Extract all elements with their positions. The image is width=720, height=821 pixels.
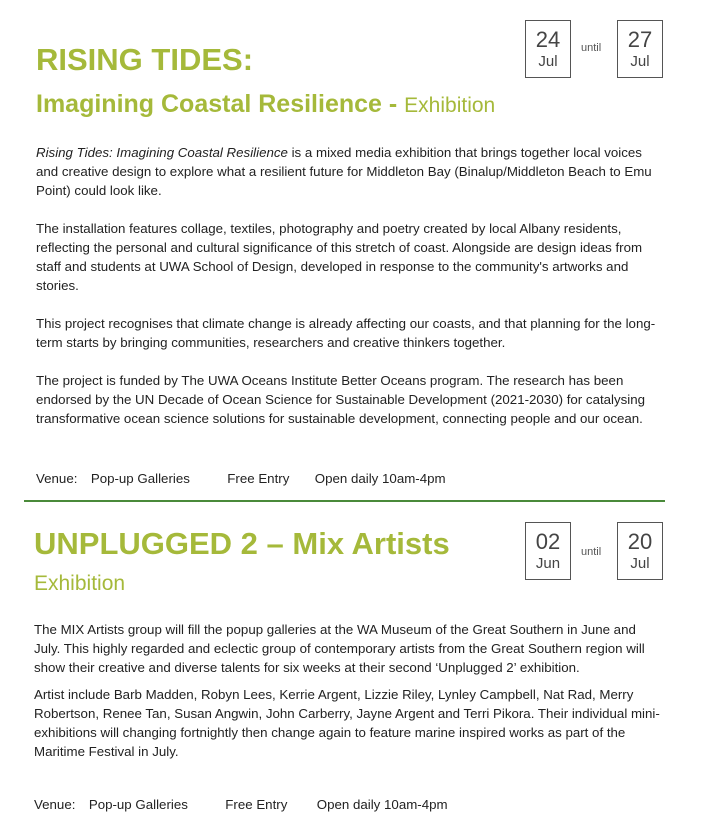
start-day: 02 — [535, 529, 561, 554]
opening-hours: Open daily 10am-4pm — [316, 797, 448, 812]
description-paragraph: This project recognises that climate change is already affecting our coasts, and that planning for the long-term starts by bringing communities, researchers and creative thinkers together. — [36, 316, 656, 350]
intro-rest: is a mixed media exhibition that brings together local voices and creative design to explore what a resilient future for Middleton Bay (Binalup/Middleton Beach to Emu Point) could look like. — [36, 145, 652, 198]
description-paragraph: The project is funded by The UWA Oceans Institute Better Oceans program. The research has been endorsed by the UN Decade of Ocean Science for Sustainable Development (2021-2030) for catalysing transformative ocean science solutions for sustainable development, connecting people and our ocean. — [36, 373, 646, 426]
end-date-box — [617, 20, 663, 78]
end-month: Jul — [630, 555, 650, 572]
entry-info: Free Entry — [225, 797, 288, 812]
start-date-box — [525, 20, 571, 78]
venue-label: Venue: — [36, 471, 78, 486]
event-description — [36, 143, 661, 447]
end-day: 20 — [627, 529, 653, 554]
intro-italic: Rising Tides: Imagining Coastal Resilience — [36, 145, 288, 160]
end-month: Jul — [630, 53, 650, 70]
start-day: 24 — [535, 27, 561, 52]
venue-name: Pop-up Galleries — [90, 471, 190, 486]
event-title: RISING TIDES: — [36, 42, 254, 77]
start-date-box — [525, 522, 571, 580]
start-month: Jul — [538, 53, 558, 70]
event-unplugged-2 — [0, 502, 720, 821]
event-type-tag: Exhibition — [404, 94, 496, 117]
opening-hours: Open daily 10am-4pm — [314, 471, 446, 486]
venue-name: Pop-up Galleries — [88, 797, 188, 812]
until-label: until — [581, 546, 602, 558]
event-description — [34, 620, 662, 769]
description-paragraph: Artist include Barb Madden, Robyn Lees, Kerrie Argent, Lizzie Riley, Lynley Campbell, Nat Rad, Merry Robertson, Renee Tan, Susan Angwin, John Carberry, Jayne Argent and Terri Pikora. Their individual mini-exhibitions will changing fortnightly then change again to feature marine inspired works as part of the Maritime Festival in July. — [34, 687, 660, 759]
event-subtitle-text: Imagining Coastal Resilience - — [36, 90, 398, 118]
end-day: 27 — [627, 27, 653, 52]
description-paragraph: The installation features collage, textiles, photography and poetry created by local Albany residents, reflecting the personal and cultural significance of this stretch of coast. Alongside are design ideas from staff and students at UWA School of Design, developed in response to the community's artworks and stories. — [36, 221, 643, 293]
end-date-box — [617, 522, 663, 580]
event-info-line — [36, 470, 446, 488]
event-info-line — [34, 796, 448, 814]
venue-label: Venue: — [34, 797, 76, 812]
event-type-tag: Exhibition — [34, 572, 126, 595]
until-label: until — [581, 42, 602, 54]
event-title: UNPLUGGED 2 – Mix Artists — [34, 526, 450, 561]
entry-info: Free Entry — [227, 471, 290, 486]
start-month: Jun — [535, 555, 561, 572]
description-paragraph: The MIX Artists group will fill the popup galleries at the WA Museum of the Great Southern in June and July. This highly regarded and eclectic group of contemporary artists from the Great Southern region will show their creative and diverse talents for six weeks at their second ‘Unplugged 2’ exhibition. — [34, 622, 645, 675]
description-paragraph — [36, 143, 661, 200]
event-subtitle — [36, 89, 495, 121]
